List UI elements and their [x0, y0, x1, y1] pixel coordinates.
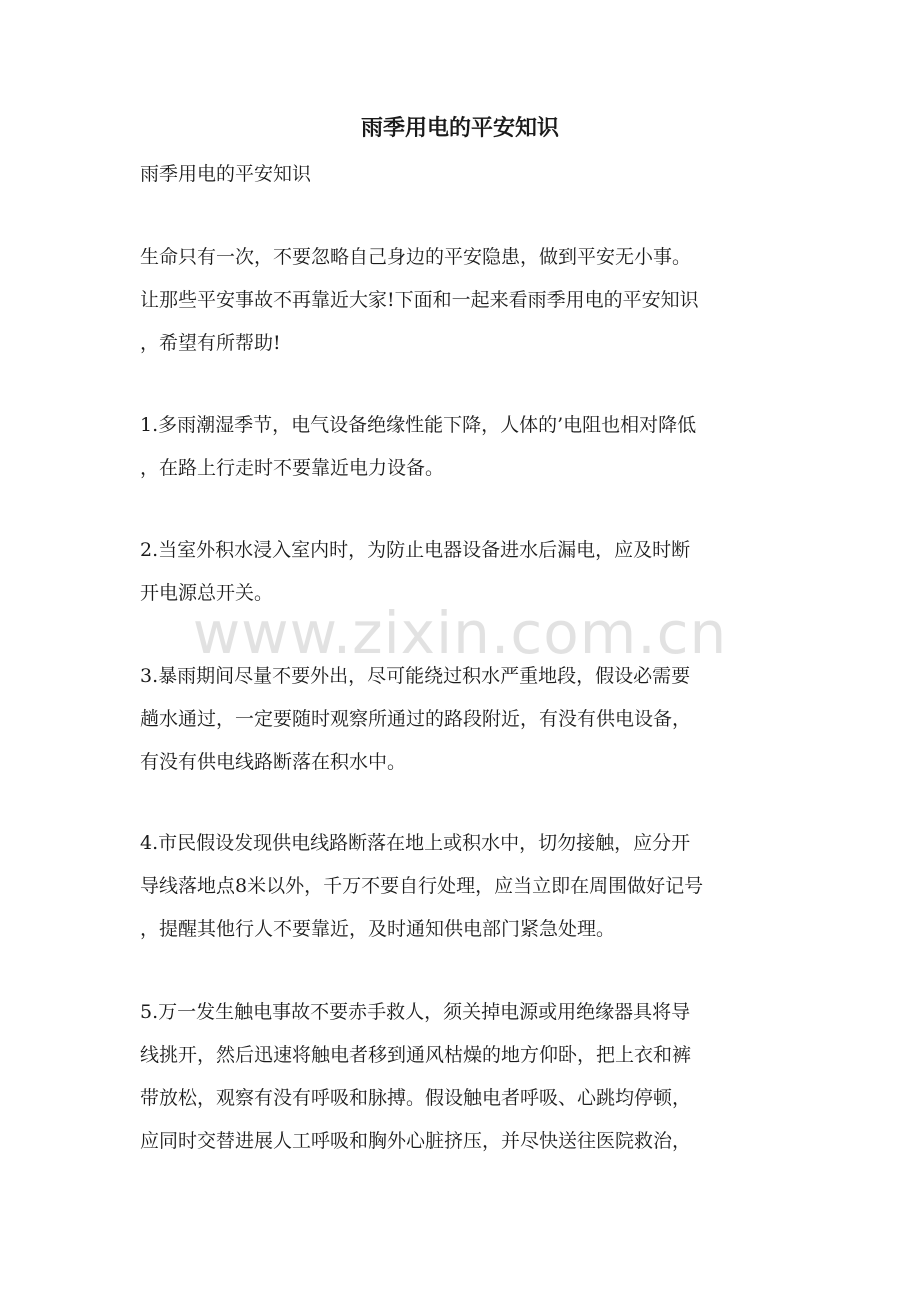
paragraph-item-3: [140, 655, 780, 784]
paragraph-line: 开电源总开关。: [140, 582, 274, 604]
paragraph-line: 应同时交替进展人工呼吸和胸外心脏挤压，并尽快送往医院救治，: [140, 1130, 692, 1152]
paragraph-item-1: [140, 404, 780, 490]
paragraph-line: 线挑开，然后迅速将触电者移到通风枯燥的地方仰卧，把上衣和裤: [140, 1044, 692, 1066]
paragraph-line: ，在路上行走时不要靠近电力设备。: [140, 457, 445, 479]
page-title: 雨季用电的平安知识: [360, 115, 559, 141]
paragraph-line: 趟水通过，一定要随时观察所通过的路段附近，有没有供电设备，: [140, 708, 692, 730]
paragraph-line: 带放松，观察有没有呼吸和脉搏。假设触电者呼吸、心跳均停顿，: [140, 1087, 692, 1109]
paragraph-line: 让那些平安事故不再靠近大家!下面和一起来看雨季用电的平安知识: [140, 289, 699, 311]
paragraph-item-5: [140, 991, 780, 1163]
document-subtitle: 雨季用电的平安知识: [140, 163, 312, 185]
paragraph-line: 4.市民假设发现供电线路断落在地上或积水中，切勿接触，应分开: [140, 832, 691, 854]
paragraph-item-4: [140, 822, 780, 951]
paragraph-line: 2.当室外积水浸入室内时，为防止电器设备进水后漏电，应及时断: [140, 539, 691, 561]
paragraph-line: 3.暴雨期间尽量不要外出，尽可能绕过积水严重地段，假设必需要: [140, 665, 691, 687]
paragraph-line: 生命只有一次，不要忽略自己身边的平安隐患，做到平安无小事。: [140, 246, 692, 268]
paragraph-line: ，希望有所帮助!: [140, 332, 281, 354]
paragraph-line: 有没有供电线路断落在积水中。: [140, 751, 407, 773]
paragraph-item-2: [140, 529, 780, 615]
paragraph-line: 导线落地点8米以外，千万不要自行处理，应当立即在周围做好记号: [140, 875, 704, 897]
paragraph-line: ，提醒其他行人不要靠近，及时通知供电部门紧急处理。: [140, 918, 616, 940]
watermark: www.zixin.com.cn: [192, 599, 728, 667]
paragraph-line: 1.多雨潮湿季节，电气设备绝缘性能下降，人体的’电阻也相对降低: [140, 414, 697, 436]
paragraph-line: 5.万一发生触电事故不要赤手救人，须关掉电源或用绝缘器具将导: [140, 1001, 691, 1023]
paragraph-intro: [140, 236, 780, 365]
